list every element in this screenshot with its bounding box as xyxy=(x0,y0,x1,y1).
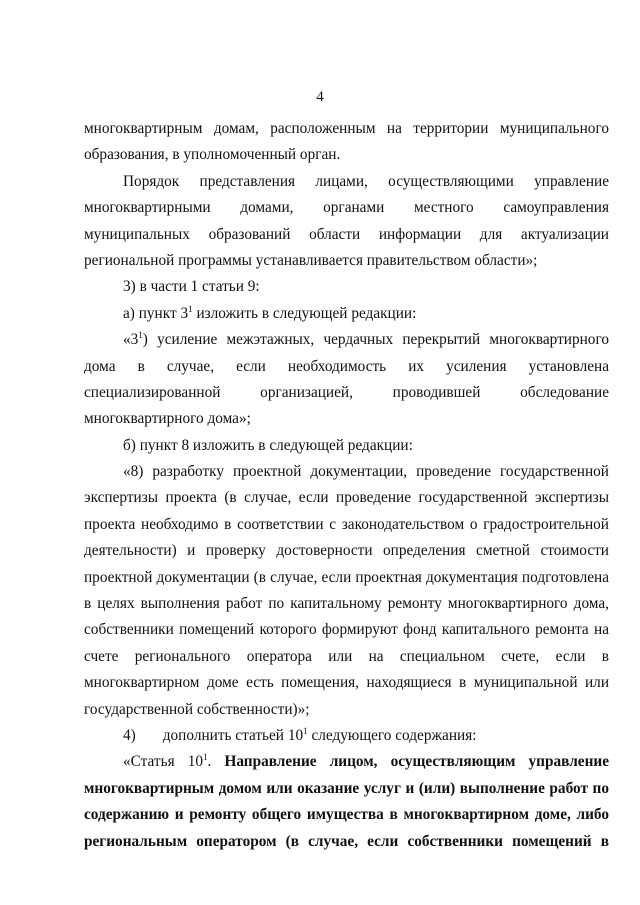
text-line: дома в случае, если необходимость их усиления установлена xyxy=(84,357,609,375)
text-line: «Статья $10^1$. Направление лицом, осуществляющим управление xyxy=(123,752,609,771)
text-line: в целях выполнения работ по капитальному ремонту многоквартирного дома, xyxy=(84,595,609,613)
text-line: специализированной организацией, проводившей обследование xyxy=(84,383,609,401)
text-line: муниципальных образований области информации для актуализации xyxy=(84,225,609,243)
text-line: «8) разработку проектной документации, проведение государственной xyxy=(123,463,609,481)
text-line: многоквартирном доме есть помещения, находящиеся в муниципальной или xyxy=(84,674,609,692)
article-title-line: содержанию и ремонту общего имущества в многоквартирном доме, либо xyxy=(84,806,609,824)
text-line: многоквартирного дома»; xyxy=(84,410,251,428)
superscript: 1 xyxy=(203,752,208,763)
text-line: экспертизы проекта (в случае, если проведение государственной экспертизы xyxy=(84,489,609,507)
text-line: региональной программы устанавливается правительством области»; xyxy=(84,251,538,269)
text-line: собственники помещений которого формируют фонд капитального ремонта на xyxy=(84,621,609,639)
text-line: проекта необходимо в соответствии с законодательством о градостроительной xyxy=(84,515,609,533)
page-number: 4 xyxy=(316,89,324,105)
text-line: счете регионального оператора или на специальном счете, если в xyxy=(84,647,609,665)
article-title-line: многоквартирным домом или оказание услуг и (или) выполнение работ по xyxy=(84,779,609,797)
text-line: 3) в части 1 статьи 9: xyxy=(123,278,260,296)
article-title-line: региональным оператором (в случае, если собственники помещений в xyxy=(84,832,609,850)
text-line: государственной собственности)»; xyxy=(84,700,310,718)
text-line: б) пункт 8 изложить в следующей редакции: xyxy=(123,436,413,454)
article-title: Направление лицом, осуществляющим управление xyxy=(224,753,609,771)
superscript: 1 xyxy=(138,330,143,341)
text-line: образования, в уполномоченный орган. xyxy=(84,146,341,164)
text-line: а) пункт $3^1$ изложить в следующей редакции: xyxy=(123,303,417,322)
text-line: 4) дополнить статьей $10^1$ следующего содержания: xyxy=(123,725,477,744)
text-line: проектной документации (в случае, если проектная документация подготовлена xyxy=(84,568,609,586)
superscript: 1 xyxy=(303,725,308,736)
text-line: многоквартирным домам, расположенным на территории муниципального xyxy=(84,120,609,137)
text-line: «$3^1$) усиление межэтажных, чердачных перекрытий многоквартирного xyxy=(123,330,609,349)
text-line: Порядок представления лицами, осуществляющими управление xyxy=(123,172,609,190)
text-line: многоквартирными домами, органами местного самоуправления xyxy=(84,199,609,217)
superscript: 1 xyxy=(188,303,193,314)
document-body xyxy=(84,116,609,855)
text-line: деятельности) и проверку достоверности определения сметной стоимости xyxy=(84,542,609,560)
